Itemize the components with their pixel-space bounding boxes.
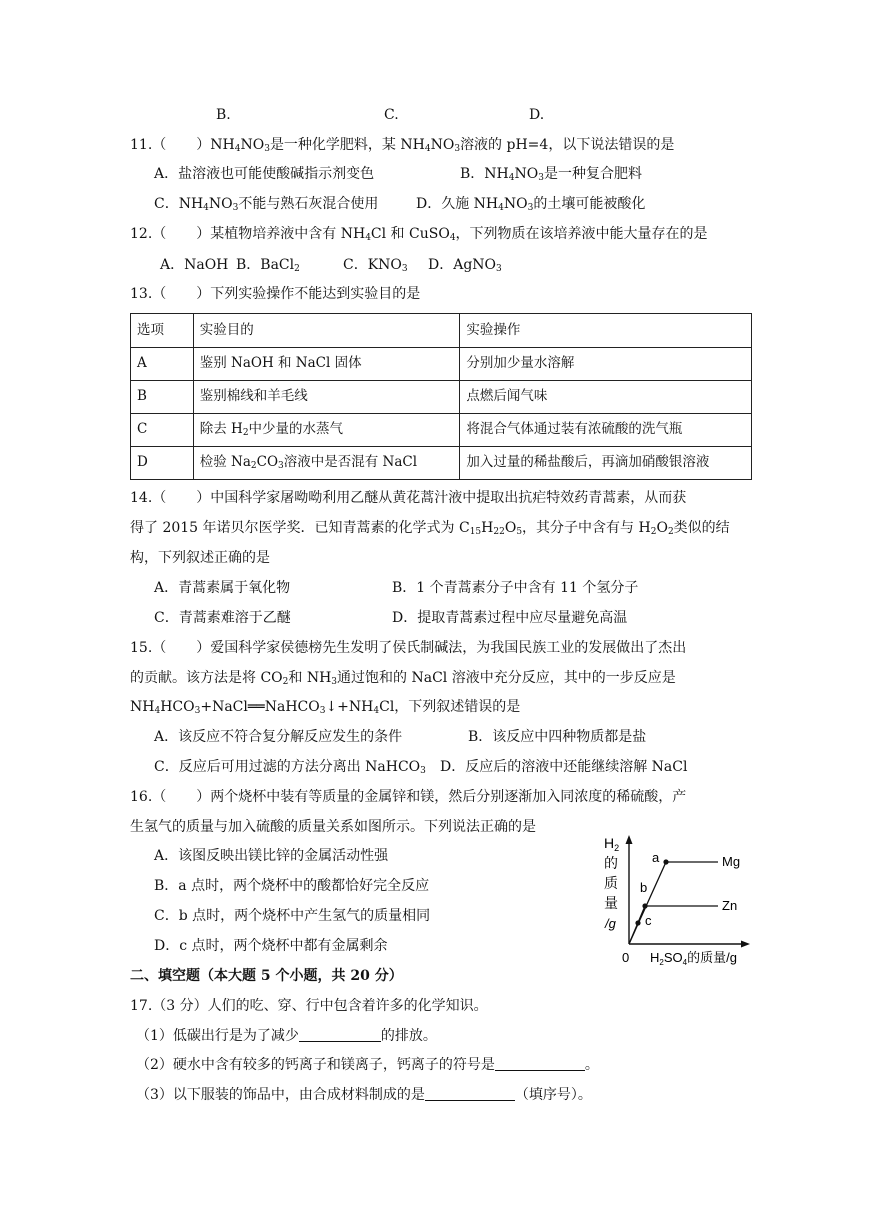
table-row [131,414,752,447]
graph-y-axis-arrow [626,835,633,844]
q13-table [130,313,752,480]
q16-stem-line-1: 16.（ ）两个烧杯中装有等质量的金属锌和镁，然后分别逐渐加入同浓度的稀硫酸，产 [130,789,687,805]
q15-stem-line-3: $NH_4HCO_3+NaCl══NaHCO_3↓+NH_4Cl$，下列叙述错误的是 [130,699,521,716]
section-2-title: 二、填空题（本大题 5 个小题，共 20 分） [130,968,403,984]
q16-option-a: A．该图反映出镁比锌的金属活动性强 [154,848,389,864]
table-cell-operation: 分别加少量水溶解 [460,348,752,381]
q10-option-c: C. [384,107,399,123]
table-cell-operation: 将混合气体通过装有浓硫酸的洗气瓶 [460,414,752,447]
graph-y-label-char: /g [605,916,616,931]
q17-part-2: （2）硬水中含有较多的钙离子和镁离子，钙离子的符号是 。 [136,1057,599,1073]
graph-label-c: c [645,913,652,928]
graph-series-zn: Zn [722,898,738,913]
graph-y-label-char: 质 [604,875,618,891]
q14-option-c: C．青蒿素难溶于乙醚 [154,610,291,626]
q11-stem: 11.（ ）$NH_4NO_3$是一种化学肥料，某 $NH_4NO_3$溶液的 pH=4，以下说法错误的是 [130,137,675,154]
q10-option-b: B. [216,107,231,123]
table-row [131,348,752,381]
graph-y-label-char: 的 [604,855,618,871]
q16-graph [600,832,755,968]
table-cell-option: B [131,381,194,414]
q13-stem: 13.（ ）下列实验操作不能达到实验目的是 [130,286,421,302]
graph-label-b: b [640,880,648,895]
graph-line-mg [629,862,718,944]
table-row [131,447,752,480]
table-cell-operation: 加入过量的稀盐酸后，再滴加硝酸银溶液 [460,447,752,480]
q14-stem-line-2: 得了 2015 年诺贝尔医学奖．已知青蒿素的化学式为 $C_{15}H_{22}O_5$，其分子中含有与 $H_2O_2$类似的结 [130,520,730,537]
graph-series-mg: Mg [722,854,741,869]
answer-blank[interactable] [299,1041,381,1042]
graph-point-b [642,903,647,908]
graph-x-axis-arrow [741,941,750,948]
q17-stem: 17.（3 分）人们的吃、穿、行中包含着许多的化学知识。 [130,998,488,1014]
table-cell-goal: 鉴别 NaOH 和 NaCl 固体 [193,348,460,381]
q17-part-3: （3）以下服装的饰品中，由合成材料制成的是 （填序号）。 [136,1087,592,1103]
q11-option-d: D．久施 $NH_4NO_3$的土壤可能被酸化 [416,196,646,213]
table-cell-goal: 除去 $H_2$中少量的水蒸气 [193,414,460,447]
q11-option-b: B．$NH_4NO_3$是一种复合肥料 [460,166,642,183]
graph-x-label: $H_2SO_4$的质量/g [650,950,737,967]
q15-stem-line-2: 的贡献。该方法是将 $CO_2$和 $NH_3$通过饱和的 NaCl 溶液中充分反应，其中的一步反应是 [130,670,676,687]
table-row [131,381,752,414]
table-cell-option: D [131,447,194,480]
graph-point-c [635,920,640,925]
table-cell-option: C [131,414,194,447]
q14-option-b: B．1 个青蒿素分子中含有 11 个氢分子 [392,580,639,596]
q14-option-d: D．提取青蒿素过程中应尽量避免高温 [392,610,628,626]
q12-option-b: B．BaCl$_2$ [236,257,300,274]
graph-label-a: a [652,850,660,865]
graph-line-zn [629,906,718,944]
table-cell-goal: 鉴别棉线和羊毛线 [193,381,460,414]
graph-y-label-char: 量 [604,895,618,911]
q12-stem: 12.（ ）某植物培养液中含有 $NH_4Cl$ 和 CuSO$_4$，下列物质在该培养液中能大量存在的是 [130,226,708,243]
table-header-operation: 实验操作 [460,314,752,348]
q15-option-a: A．该反应不符合复分解反应发生的条件 [154,729,403,745]
q12-option-c: C．$KNO_3$ [343,257,408,274]
q10-option-d: D. [529,107,545,123]
graph-point-a [663,859,668,864]
q15-stem-line-1: 15.（ ）爱国科学家侯德榜先生发明了侯氏制碱法，为我国民族工业的发展做出了杰出 [130,640,687,656]
q11-option-a: A．盐溶液也可能使酸碱指示剂变色 [154,166,375,182]
q16-option-b: B．a 点时，两个烧杯中的酸都恰好完全反应 [154,878,430,894]
table-header-row [131,314,752,348]
q15-option-b: B．该反应中四种物质都是盐 [468,729,647,745]
q12-option-d: D．AgNO$_3$ [428,257,502,274]
q14-stem-line-3: 构，下列叙述正确的是 [130,550,270,566]
table-cell-goal: 检验 $Na_2CO_3$溶液中是否混有 NaCl [193,447,460,480]
q16-stem-line-2: 生氢气的质量与加入硫酸的质量关系如图所示。下列说法正确的是 [130,819,536,835]
answer-blank[interactable] [495,1070,585,1071]
table-cell-option: A [131,348,194,381]
q16-option-d: D．c 点时，两个烧杯中都有金属剩余 [154,938,388,954]
q17-part-1: （1）低碳出行是为了减少 的排放。 [136,1028,437,1044]
graph-y-label: $H_2$ [604,835,620,853]
q11-option-c: C．$NH_4NO_3$不能与熟石灰混合使用 [154,196,379,213]
q15-option-c: C．反应后可用过滤的方法分离出 NaHCO$_3$ [154,759,426,776]
table-cell-operation: 点燃后闻气味 [460,381,752,414]
table-header-goal: 实验目的 [193,314,460,348]
q14-option-a: A．青蒿素属于氧化物 [154,580,291,596]
q14-stem-line-1: 14.（ ）中国科学家屠呦呦利用乙醚从黄花蒿汁液中提取出抗疟特效药青蒿素，从而获 [130,490,687,506]
q12-option-a: A．NaOH [160,257,229,273]
q16-option-c: C．b 点时，两个烧杯中产生氢气的质量相同 [154,908,431,924]
graph-origin: 0 [622,950,630,965]
q15-option-d: D．反应后的溶液中还能继续溶解 NaCl [440,759,688,775]
answer-blank[interactable] [425,1100,515,1101]
table-header-option: 选项 [131,314,194,348]
